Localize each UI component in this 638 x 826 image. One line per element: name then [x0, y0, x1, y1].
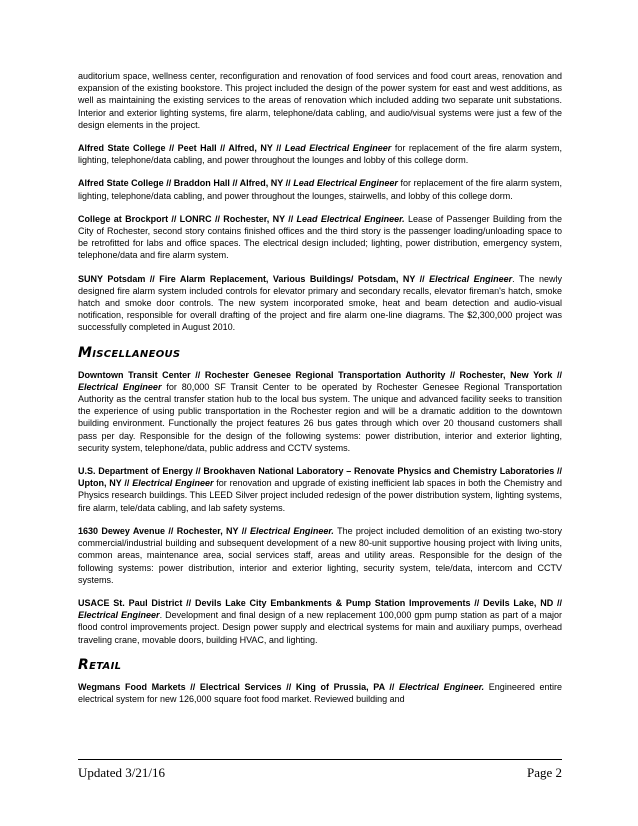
project-role: Lead Electrical Engineer: [284, 143, 392, 154]
resume-page: [78, 70, 562, 716]
project-description: for replacement of the fire alarm system, lighting, telephone/data cabling, and power throughout the lounges, stairwells, and lobby of this college dorm.: [78, 178, 562, 201]
project-description: Engineered entire electrical system for new 126,000 square foot food market. Reviewed building and: [78, 681, 562, 704]
project-entry: [78, 177, 562, 201]
project-role: Electrical Engineer: [78, 610, 160, 621]
project-heading: USACE St. Paul District // Devils Lake City Embankments & Pump Station Improvements // Devils Lake, ND //: [78, 597, 562, 608]
section-heading-miscellaneous: Miscellaneous: [78, 344, 181, 361]
project-description: for 80,000 SF Transit Center to be operated by Rochester Genesee Regional Transportation Authority as the central transfer station hub to the local bus system. The unique and advanced facility seeks to transition the experience of using public transportation in the Rochester region and will be a dramatic addition to the downtown building environment. Functionally the project features 26 bus gates through which over 20 thousand customers shall pass per day. Responsible for the design of the following systems: power distribution, interior and exterior lighting, security system, telephone/data, public address and CCTV systems.: [78, 381, 562, 453]
project-list-a: [78, 142, 562, 334]
project-description: for renovation and upgrade of existing inefficient lab spaces in both the Chemistry and Physics research buildings. This LEED Silver project included redesign of the power distribution system, lighting systems, fire alarm, tele/data cabling, and lab safety systems.: [78, 478, 562, 513]
project-entry: [78, 142, 562, 166]
project-entry: [78, 681, 562, 705]
page-footer: [78, 765, 562, 781]
project-role: Electrical Engineer.: [399, 681, 485, 692]
intro-paragraph: auditorium space, wellness center, reconfiguration and renovation of food services and food court areas, renovation and expansion of the existing bookstore. This project included the design of the power system for east and west additions, as well as maintaining the existing services to the areas of renovation which included adding two separate unit substations. Interior and exterior lighting systems, fire alarm, telephone/data cabling, and audio/visual systems were just a few of the design elements in the project.: [78, 71, 562, 130]
project-heading: Downtown Transit Center // Rochester Genesee Regional Transportation Authority // Rochester, New York //: [78, 369, 562, 380]
project-entry: [78, 597, 562, 646]
footer-divider: [78, 759, 562, 760]
project-role: Electrical Engineer: [78, 381, 162, 392]
updated-date: Updated 3/21/16: [78, 765, 166, 780]
project-heading: 1630 Dewey Avenue // Rochester, NY //: [78, 525, 251, 536]
section-heading-retail: Retail: [78, 656, 122, 673]
project-role: Lead Electrical Engineer: [293, 178, 398, 189]
project-entry: [78, 273, 562, 334]
project-description: . The newly designed fire alarm system included controls for elevator primary and secondary recalls, elevator fireman's hatch, smoke hatch and smoke door controls. The new system incorporated smoke, heat and beam detection and audio-visual notification, responsible for overall drafting of the project and fire alarm one-line diagrams. The $2,300,000 project was successfully completed in August 2010.: [78, 273, 562, 333]
project-description: The project included demolition of an existing two-story commercial/industrial building and subsequent development of a new 80-unit supportive housing project with living units, common areas, maintenance area, social services staff, areas and utility areas. Responsible for the design of the following systems: power distribution, interior and exterior lighting, security system, tele/data, intercom and CCTV systems.: [78, 525, 562, 585]
project-list-b: [78, 369, 562, 646]
project-role: Electrical Engineer: [132, 478, 214, 489]
project-heading: U.S. Department of Energy // Brookhaven National Laboratory – Renovate Physics and Chemistry Laboratories // Upton, NY //: [78, 466, 562, 489]
project-role: Lead Electrical Engineer.: [296, 213, 405, 224]
project-heading: College at Brockport // LONRC // Rochester, NY //: [78, 213, 297, 224]
project-entry: [78, 369, 562, 454]
project-description: . Development and final design of a new replacement 100,000 gpm pump station as part of a major flood control improvements project. Design power supply and electrical systems for main and auxiliary pumps, overhead traveling crane, movable doors, building HVAC, and lighting.: [78, 610, 563, 645]
project-entry: [78, 465, 562, 514]
project-heading: SUNY Potsdam // Fire Alarm Replacement, Various Buildings/ Potsdam, NY //: [78, 273, 430, 284]
project-description: for replacement of the fire alarm system, lighting, telephone/data cabling, and power throughout the lounges and lobby of this college dorm.: [78, 143, 562, 166]
project-entry: [78, 213, 562, 262]
project-role: Electrical Engineer: [429, 273, 513, 284]
project-list-c: [78, 681, 562, 705]
project-role: Electrical Engineer.: [250, 525, 334, 536]
project-heading: Wegmans Food Markets // Electrical Services // King of Prussia, PA //: [78, 681, 399, 692]
project-heading: Alfred State College // Peet Hall // Alfred, NY //: [78, 143, 285, 154]
page-number: Page 2: [526, 765, 562, 780]
project-description: Lease of Passenger Building from the City of Rochester, second story contains finished offices and the third story is the passenger loading/unloading space to be retrofitted for labs and office spaces. The electrical design included; lighting, power distribution, emergency system, telephone/data and fire alarm system.: [78, 213, 563, 261]
project-heading: Alfred State College // Braddon Hall // Alfred, NY //: [78, 178, 294, 189]
project-entry: [78, 525, 562, 586]
